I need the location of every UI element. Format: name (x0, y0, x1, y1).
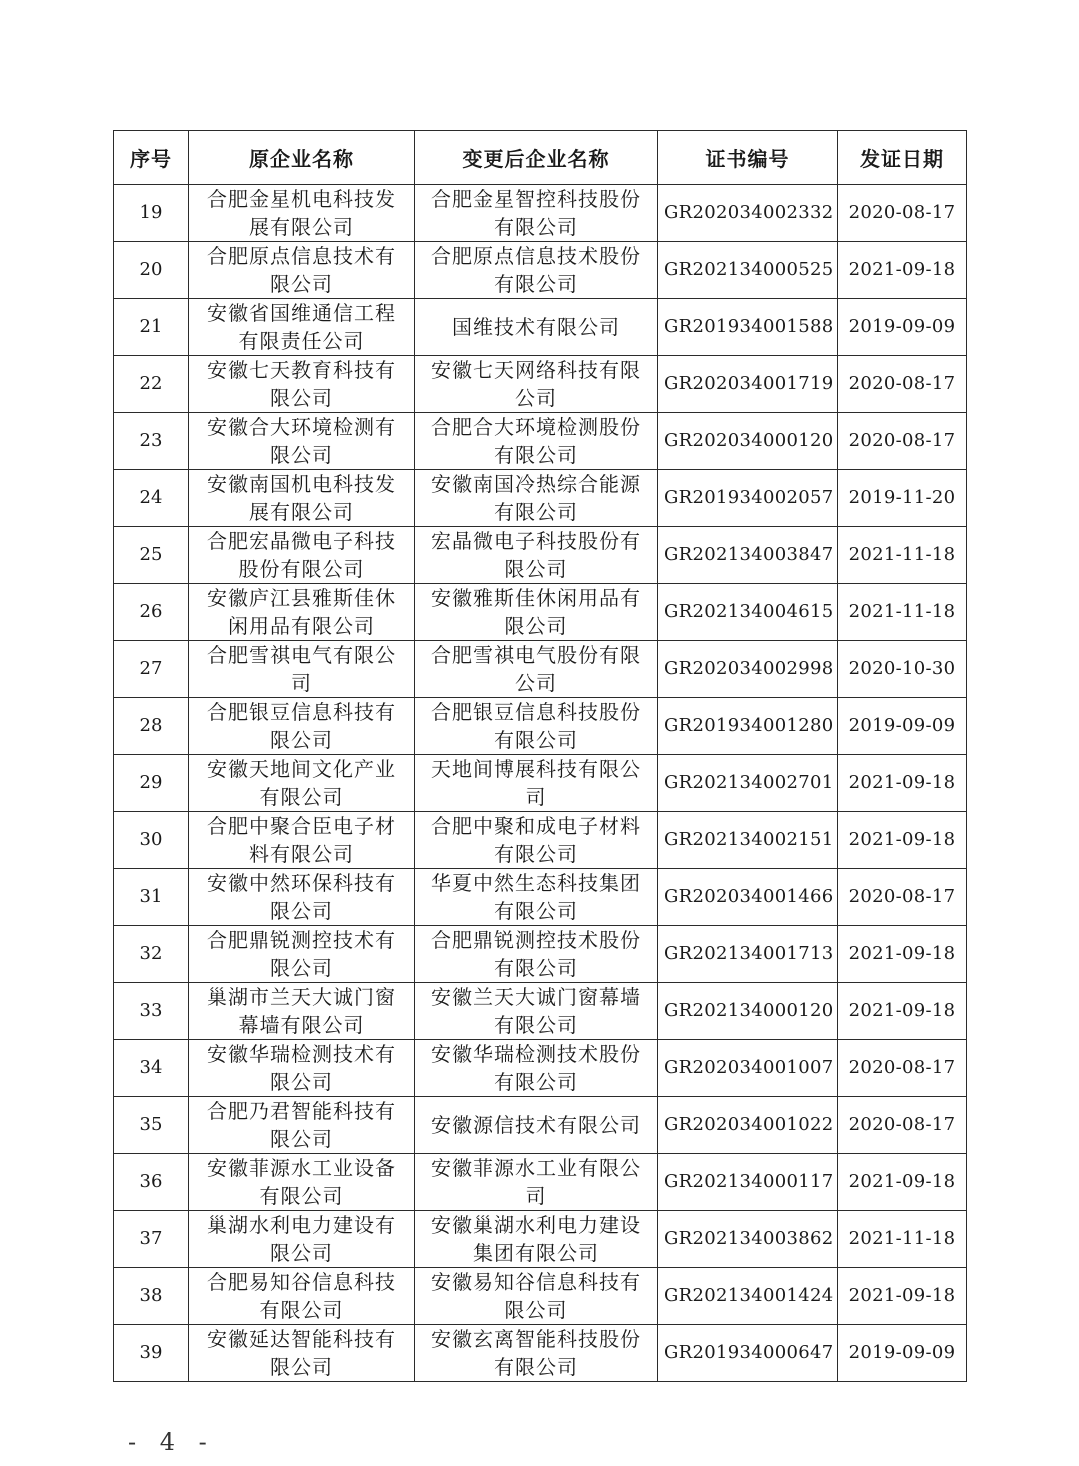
cell-new-name: 合肥中聚和成电子材料有限公司 (415, 812, 658, 869)
cell-issue-date: 2019-09-09 (838, 299, 967, 356)
cell-original-name: 合肥乃君智能科技有限公司 (189, 1097, 415, 1154)
cell-certificate-number: GR202134002701 (658, 755, 838, 812)
cell-serial: 21 (114, 299, 189, 356)
cell-new-name: 合肥银豆信息科技股份有限公司 (415, 698, 658, 755)
cell-original-name: 合肥易知谷信息科技有限公司 (189, 1268, 415, 1325)
cell-original-name: 合肥鼎锐测控技术有限公司 (189, 926, 415, 983)
cell-new-name: 安徽巢湖水利电力建设集团有限公司 (415, 1211, 658, 1268)
cell-serial: 39 (114, 1325, 189, 1382)
cell-certificate-number: GR201934002057 (658, 470, 838, 527)
cell-issue-date: 2021-09-18 (838, 812, 967, 869)
cell-original-name: 巢湖市兰天大诚门窗幕墙有限公司 (189, 983, 415, 1040)
cell-serial: 20 (114, 242, 189, 299)
cell-original-name: 合肥雪祺电气有限公司 (189, 641, 415, 698)
cell-certificate-number: GR202134000117 (658, 1154, 838, 1211)
cell-certificate-number: GR202034001007 (658, 1040, 838, 1097)
cell-issue-date: 2021-09-18 (838, 755, 967, 812)
cell-issue-date: 2021-09-18 (838, 926, 967, 983)
cell-new-name: 宏晶微电子科技股份有限公司 (415, 527, 658, 584)
cell-certificate-number: GR201934001280 (658, 698, 838, 755)
cell-certificate-number: GR201934000647 (658, 1325, 838, 1382)
table-row (114, 983, 967, 1040)
cell-issue-date: 2021-09-18 (838, 983, 967, 1040)
table-row (114, 185, 967, 242)
cell-original-name: 安徽延达智能科技有限公司 (189, 1325, 415, 1382)
header-certificate-number: 证书编号 (658, 131, 838, 185)
cell-original-name: 合肥宏晶微电子科技股份有限公司 (189, 527, 415, 584)
cell-serial: 29 (114, 755, 189, 812)
cell-certificate-number: GR202134001424 (658, 1268, 838, 1325)
table-row (114, 584, 967, 641)
table-row (114, 1268, 967, 1325)
table-row (114, 413, 967, 470)
cell-issue-date: 2020-08-17 (838, 185, 967, 242)
cell-new-name: 合肥雪祺电气股份有限公司 (415, 641, 658, 698)
cell-serial: 22 (114, 356, 189, 413)
cell-new-name: 合肥原点信息技术股份有限公司 (415, 242, 658, 299)
cell-new-name: 合肥合大环境检测股份有限公司 (415, 413, 658, 470)
cell-certificate-number: GR202034001719 (658, 356, 838, 413)
company-name-change-table (113, 130, 967, 1382)
cell-issue-date: 2021-11-18 (838, 1211, 967, 1268)
cell-issue-date: 2021-11-18 (838, 527, 967, 584)
cell-certificate-number: GR202134002151 (658, 812, 838, 869)
cell-serial: 26 (114, 584, 189, 641)
cell-original-name: 安徽合大环境检测有限公司 (189, 413, 415, 470)
cell-original-name: 巢湖水利电力建设有限公司 (189, 1211, 415, 1268)
table-row (114, 641, 967, 698)
header-new-name: 变更后企业名称 (415, 131, 658, 185)
cell-issue-date: 2020-08-17 (838, 356, 967, 413)
header-original-name: 原企业名称 (189, 131, 415, 185)
cell-serial: 35 (114, 1097, 189, 1154)
cell-serial: 32 (114, 926, 189, 983)
cell-original-name: 安徽南国机电科技发展有限公司 (189, 470, 415, 527)
cell-serial: 38 (114, 1268, 189, 1325)
cell-original-name: 合肥中聚合臣电子材料有限公司 (189, 812, 415, 869)
cell-original-name: 安徽庐江县雅斯佳休闲用品有限公司 (189, 584, 415, 641)
cell-original-name: 合肥银豆信息科技有限公司 (189, 698, 415, 755)
cell-original-name: 安徽省国维通信工程有限责任公司 (189, 299, 415, 356)
table-row (114, 242, 967, 299)
cell-original-name: 安徽菲源水工业设备有限公司 (189, 1154, 415, 1211)
table-row (114, 527, 967, 584)
cell-new-name: 华夏中然生态科技集团有限公司 (415, 869, 658, 926)
cell-original-name: 合肥原点信息技术有限公司 (189, 242, 415, 299)
cell-original-name: 合肥金星机电科技发展有限公司 (189, 185, 415, 242)
cell-new-name: 国维技术有限公司 (415, 299, 658, 356)
cell-issue-date: 2019-09-09 (838, 1325, 967, 1382)
table-row (114, 1154, 967, 1211)
cell-new-name: 天地间博展科技有限公司 (415, 755, 658, 812)
cell-serial: 25 (114, 527, 189, 584)
table-row (114, 356, 967, 413)
cell-new-name: 安徽七天网络科技有限公司 (415, 356, 658, 413)
cell-original-name: 安徽七天教育科技有限公司 (189, 356, 415, 413)
header-issue-date: 发证日期 (838, 131, 967, 185)
cell-issue-date: 2020-08-17 (838, 1097, 967, 1154)
table-body (114, 185, 967, 1382)
table-row (114, 1325, 967, 1382)
cell-issue-date: 2021-11-18 (838, 584, 967, 641)
cell-original-name: 安徽天地间文化产业有限公司 (189, 755, 415, 812)
header-serial: 序号 (114, 131, 189, 185)
cell-serial: 31 (114, 869, 189, 926)
cell-original-name: 安徽中然环保科技有限公司 (189, 869, 415, 926)
table-row (114, 869, 967, 926)
cell-issue-date: 2021-09-18 (838, 1268, 967, 1325)
table-row (114, 1097, 967, 1154)
cell-new-name: 合肥金星智控科技股份有限公司 (415, 185, 658, 242)
page-number: - 4 - (128, 1428, 215, 1456)
table-row (114, 470, 967, 527)
cell-certificate-number: GR202034000120 (658, 413, 838, 470)
table-header-row (114, 131, 967, 185)
table-row (114, 1211, 967, 1268)
cell-serial: 28 (114, 698, 189, 755)
cell-new-name: 安徽源信技术有限公司 (415, 1097, 658, 1154)
cell-issue-date: 2020-08-17 (838, 413, 967, 470)
cell-new-name: 安徽兰天大诚门窗幕墙有限公司 (415, 983, 658, 1040)
cell-new-name: 安徽菲源水工业有限公司 (415, 1154, 658, 1211)
table-row (114, 812, 967, 869)
cell-new-name: 安徽易知谷信息科技有限公司 (415, 1268, 658, 1325)
cell-original-name: 安徽华瑞检测技术有限公司 (189, 1040, 415, 1097)
cell-certificate-number: GR201934001588 (658, 299, 838, 356)
cell-serial: 27 (114, 641, 189, 698)
table-row (114, 698, 967, 755)
cell-serial: 34 (114, 1040, 189, 1097)
cell-issue-date: 2019-11-20 (838, 470, 967, 527)
cell-certificate-number: GR202134004615 (658, 584, 838, 641)
cell-serial: 23 (114, 413, 189, 470)
cell-new-name: 安徽雅斯佳休闲用品有限公司 (415, 584, 658, 641)
cell-issue-date: 2021-09-18 (838, 242, 967, 299)
cell-serial: 24 (114, 470, 189, 527)
table-row (114, 299, 967, 356)
cell-certificate-number: GR202134001713 (658, 926, 838, 983)
cell-issue-date: 2020-08-17 (838, 869, 967, 926)
cell-issue-date: 2020-10-30 (838, 641, 967, 698)
cell-serial: 30 (114, 812, 189, 869)
cell-certificate-number: GR202034001022 (658, 1097, 838, 1154)
cell-issue-date: 2019-09-09 (838, 698, 967, 755)
table-row (114, 1040, 967, 1097)
table-row (114, 926, 967, 983)
cell-new-name: 安徽南国冷热综合能源有限公司 (415, 470, 658, 527)
cell-new-name: 合肥鼎锐测控技术股份有限公司 (415, 926, 658, 983)
cell-certificate-number: GR202034001466 (658, 869, 838, 926)
cell-serial: 19 (114, 185, 189, 242)
cell-serial: 33 (114, 983, 189, 1040)
cell-certificate-number: GR202134000525 (658, 242, 838, 299)
cell-serial: 36 (114, 1154, 189, 1211)
cell-serial: 37 (114, 1211, 189, 1268)
cell-certificate-number: GR202034002998 (658, 641, 838, 698)
cell-certificate-number: GR202134000120 (658, 983, 838, 1040)
cell-new-name: 安徽玄离智能科技股份有限公司 (415, 1325, 658, 1382)
cell-new-name: 安徽华瑞检测技术股份有限公司 (415, 1040, 658, 1097)
cell-certificate-number: GR202034002332 (658, 185, 838, 242)
cell-issue-date: 2021-09-18 (838, 1154, 967, 1211)
cell-certificate-number: GR202134003847 (658, 527, 838, 584)
table-row (114, 755, 967, 812)
cell-issue-date: 2020-08-17 (838, 1040, 967, 1097)
cell-certificate-number: GR202134003862 (658, 1211, 838, 1268)
